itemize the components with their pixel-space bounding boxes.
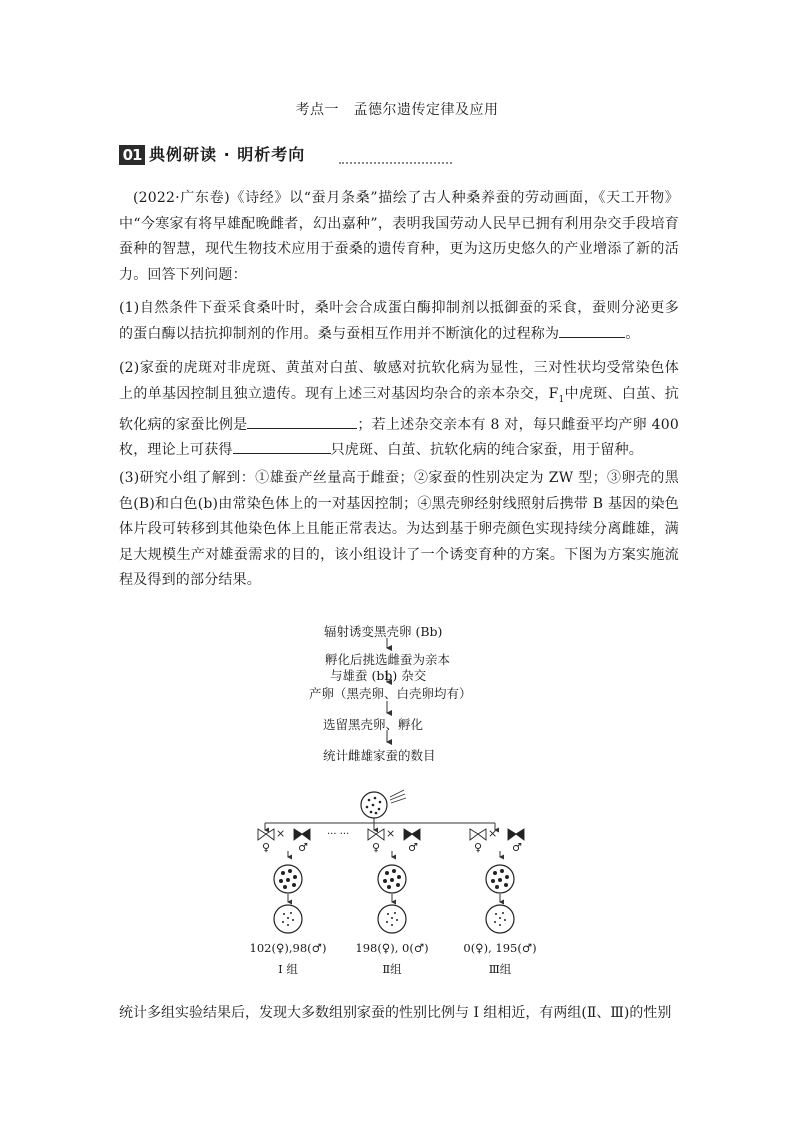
group-1-result: 102(♀),98(♂): [249, 941, 327, 955]
flow-step: 选留黑壳卵、孵化: [323, 717, 424, 732]
q2-text-b: 中虎斑、白茧、抗软化病的家蚕比例是: [119, 385, 679, 433]
cross-symbol: ×: [488, 827, 498, 840]
female-symbol: ♀: [262, 841, 271, 854]
group-2-result: 198(♀), 0(♂): [355, 941, 429, 955]
group-1-label: I 组: [278, 962, 298, 976]
cross-diagram-graphic: [250, 785, 540, 985]
q2-subscript: 1: [558, 394, 565, 405]
flow-step: 辐射诱变黑壳卵 (Bb): [324, 624, 443, 639]
q2-answer-blank-1[interactable]: [247, 414, 357, 429]
ellipsis: ··· ···: [327, 829, 350, 840]
cross-symbol: ×: [386, 827, 396, 840]
group-3-label: Ⅲ组: [488, 962, 512, 976]
group-3-result: 0(♀), 195(♂): [463, 941, 537, 955]
q2-text-c: ；若上述杂交亲本有 8 对，每只雌蚕平均产卵 400 枚，理论上可获得: [119, 416, 679, 459]
dotted-rule: [339, 162, 452, 164]
q2-answer-blank-2[interactable]: [233, 439, 331, 454]
q2-text-d: 只虎斑、白茧、抗软化病的纯合家蚕，用于留种。: [330, 442, 644, 459]
question-part-2: [119, 356, 679, 464]
female-symbol: ♀: [474, 841, 483, 854]
male-symbol: ♂: [298, 841, 308, 854]
q2-text-a: (2)家蚕的虎斑对非虎斑、黄茧对白茧、敏感对抗软化病为显性，三对性状均受常染色体上的单基因控制且独立遗传。现有上述三对基因均杂合的亲本杂交，F: [119, 360, 679, 402]
q1-text: (1)自然条件下蚕采食桑叶时，桑叶会合成蛋白酶抑制剂以抵御蚕的采食，蚕则分泌更多的蛋白酶以拮抗抑制剂的作用。桑与蚕相互作用并不断演化的过程称为: [119, 300, 679, 342]
question-part-3: (3)研究小组了解到：①雄蚕产丝量高于雌蚕；②家蚕的性别决定为 ZW 型；③卵壳的黑色(B)和白色(b)由常染色体上的一对基因控制；④黑壳卵经射线照射后携带 B 基因的染色体片段可转移到其他染色体上且能正常表达。为达到基于卵壳颜色实现持续分离雌雄，满足大规模生产对雄蚕需求的目的，该小组设计了一个诱变育种的方案。下图为方案实施流程及得到的部分结果。: [119, 470, 679, 588]
section-heading: [119, 144, 452, 166]
q1-end: 。: [625, 325, 640, 342]
question-part-1: [119, 296, 679, 347]
section-heading-text: 典例研读 · 明析考向: [149, 145, 306, 164]
cross-diagram: [250, 785, 540, 985]
flow-step: 与雄蚕 (bb) 杂交: [330, 668, 427, 683]
group-2-label: Ⅱ组: [382, 962, 402, 976]
question-continuation: 统计多组实验结果后，发现大多数组别家蚕的性别比例与 I 组相近，有两组(Ⅱ、Ⅲ)的性别: [119, 1005, 672, 1021]
female-symbol: ♀: [372, 841, 381, 854]
section-badge: 01: [119, 145, 145, 165]
flow-step: 产卵（黑壳卵、白壳卵均有）: [309, 686, 472, 701]
male-symbol: ♂: [512, 841, 522, 854]
q1-answer-blank[interactable]: [559, 323, 625, 338]
flow-step: 孵化后挑选雌蚕为亲本: [325, 652, 451, 667]
male-symbol: ♂: [408, 841, 418, 854]
page-title: 考点一 孟德尔遗传定律及应用: [295, 102, 499, 118]
flow-step: 统计雌雄家蚕的数目: [323, 748, 436, 763]
cross-symbol: ×: [276, 827, 286, 840]
question-intro: (2022·广东卷)《诗经》以“蚕月条桑”描绘了古人种桑养蚕的劳动画面，《天工开物》中“今寒家有将早雄配晚雌者，幻出嘉种”，表明我国劳动人民早已拥有利用杂交手段培育蚕种的智慧，现代生物技术应用于蚕桑的遗传育种，更为这历史悠久的产业增添了新的活力。回答下列问题：: [119, 190, 679, 283]
irradiated-egg: [361, 790, 406, 818]
